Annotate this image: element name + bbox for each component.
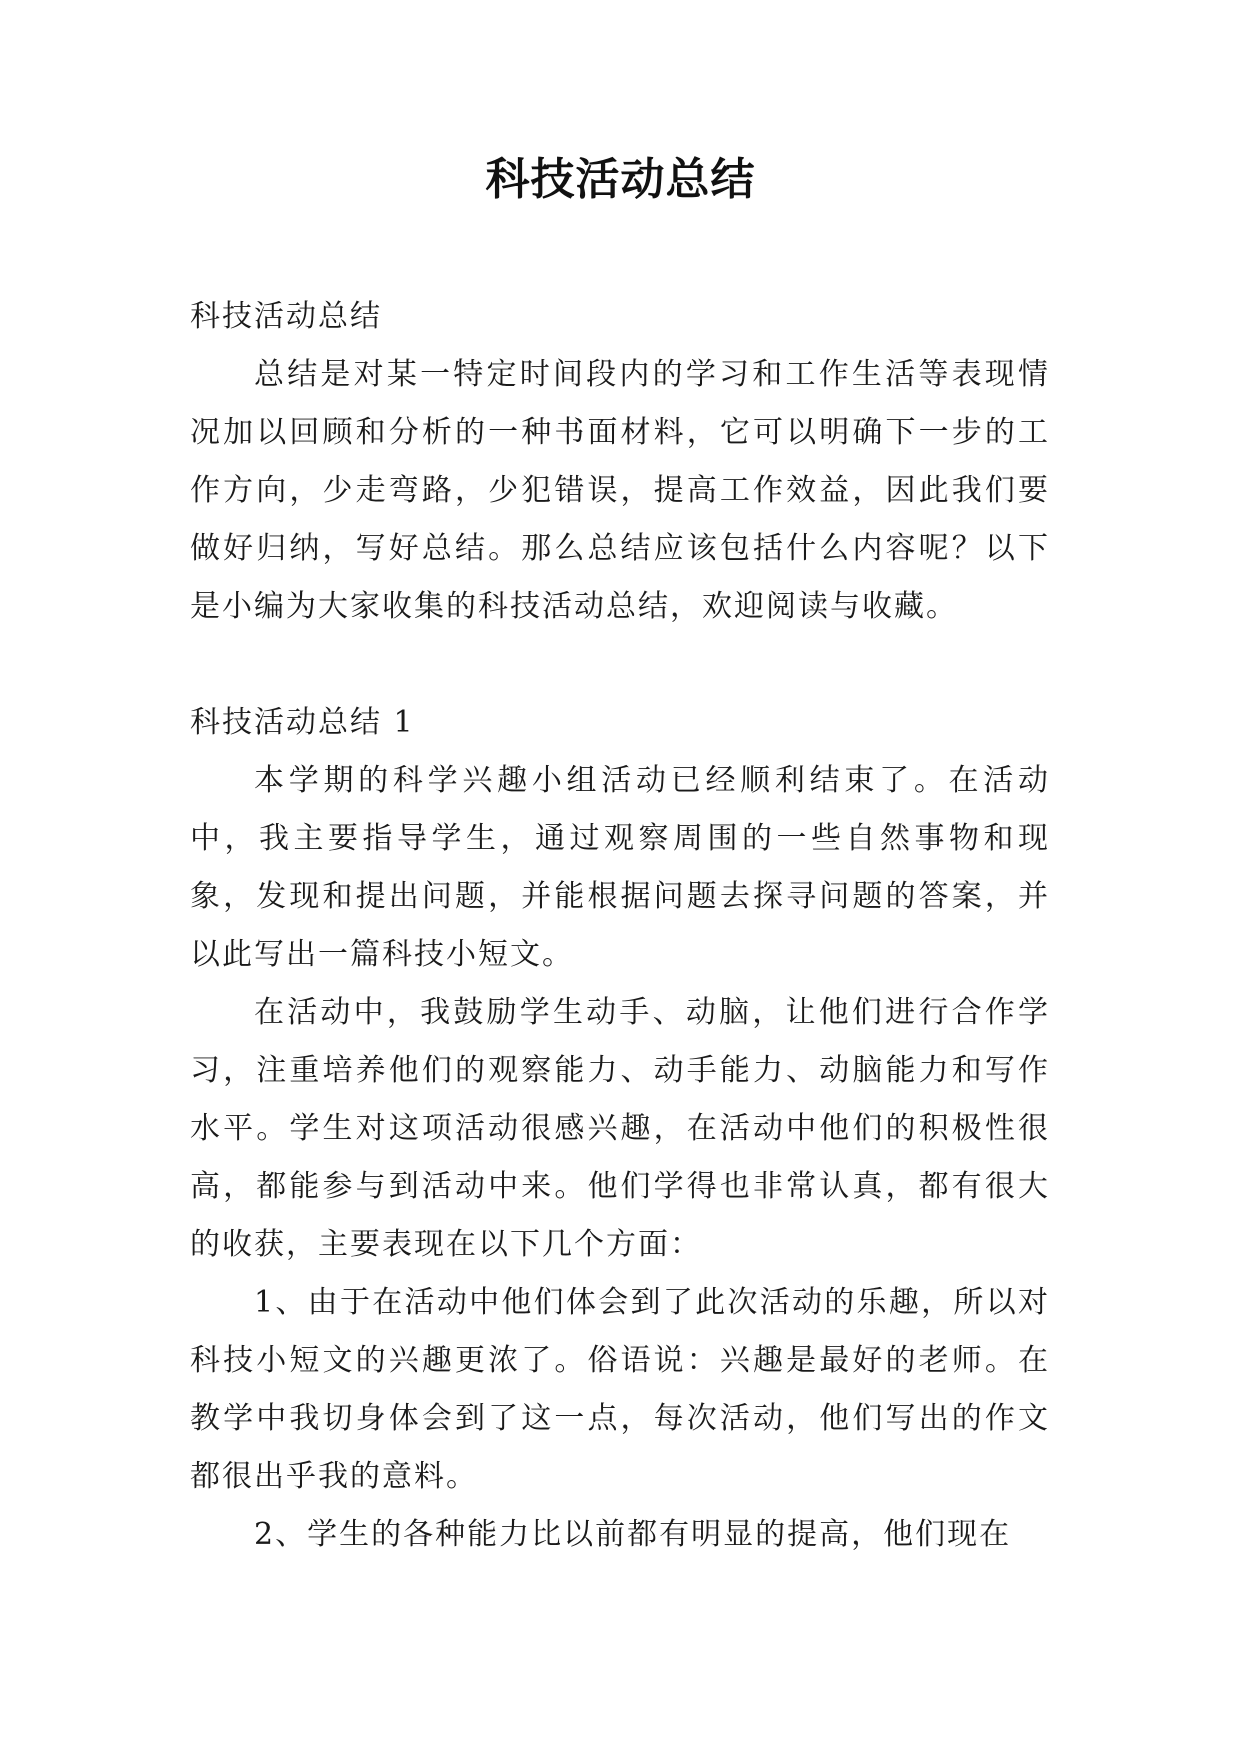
document-body bbox=[190, 288, 1050, 1564]
intro-heading: 科技活动总结 bbox=[190, 299, 382, 334]
document-title: 科技活动总结 bbox=[485, 154, 756, 205]
section-heading: 科技活动总结 1 bbox=[190, 705, 415, 740]
section-paragraph: 本学期的科学兴趣小组活动已经顺利结束了。在活动中，我主要指导学生，通过观察周围的一些自然事物和现象，发现和提出问题，并能根据问题去探寻问题的答案，并以此写出一篇科技小短文。 bbox=[190, 763, 1050, 972]
section-paragraph: 在活动中，我鼓励学生动手、动脑，让他们进行合作学习，注重培养他们的观察能力、动手能力、动脑能力和写作水平。学生对这项活动很感兴趣，在活动中他们的积极性很高，都能参与到活动中来。他们学得也非常认真，都有很大的收获，主要表现在以下几个方面： bbox=[190, 995, 1050, 1262]
section-paragraph: 1、由于在活动中他们体会到了此次活动的乐趣，所以对科技小短文的兴趣更浓了。俗语说：兴趣是最好的老师。在教学中我切身体会到了这一点，每次活动，他们写出的作文都很出乎我的意料。 bbox=[190, 1285, 1050, 1494]
section-paragraph: 2、学生的各种能力比以前都有明显的提高，他们现在 bbox=[254, 1517, 1012, 1552]
intro-paragraph: 总结是对某一特定时间段内的学习和工作生活等表现情况加以回顾和分析的一种书面材料，它可以明确下一步的工作方向，少走弯路，少犯错误，提高工作效益，因此我们要做好归纳，写好总结。那么总结应该包括什么内容呢？以下是小编为大家收集的科技活动总结，欢迎阅读与收藏。 bbox=[190, 357, 1050, 624]
